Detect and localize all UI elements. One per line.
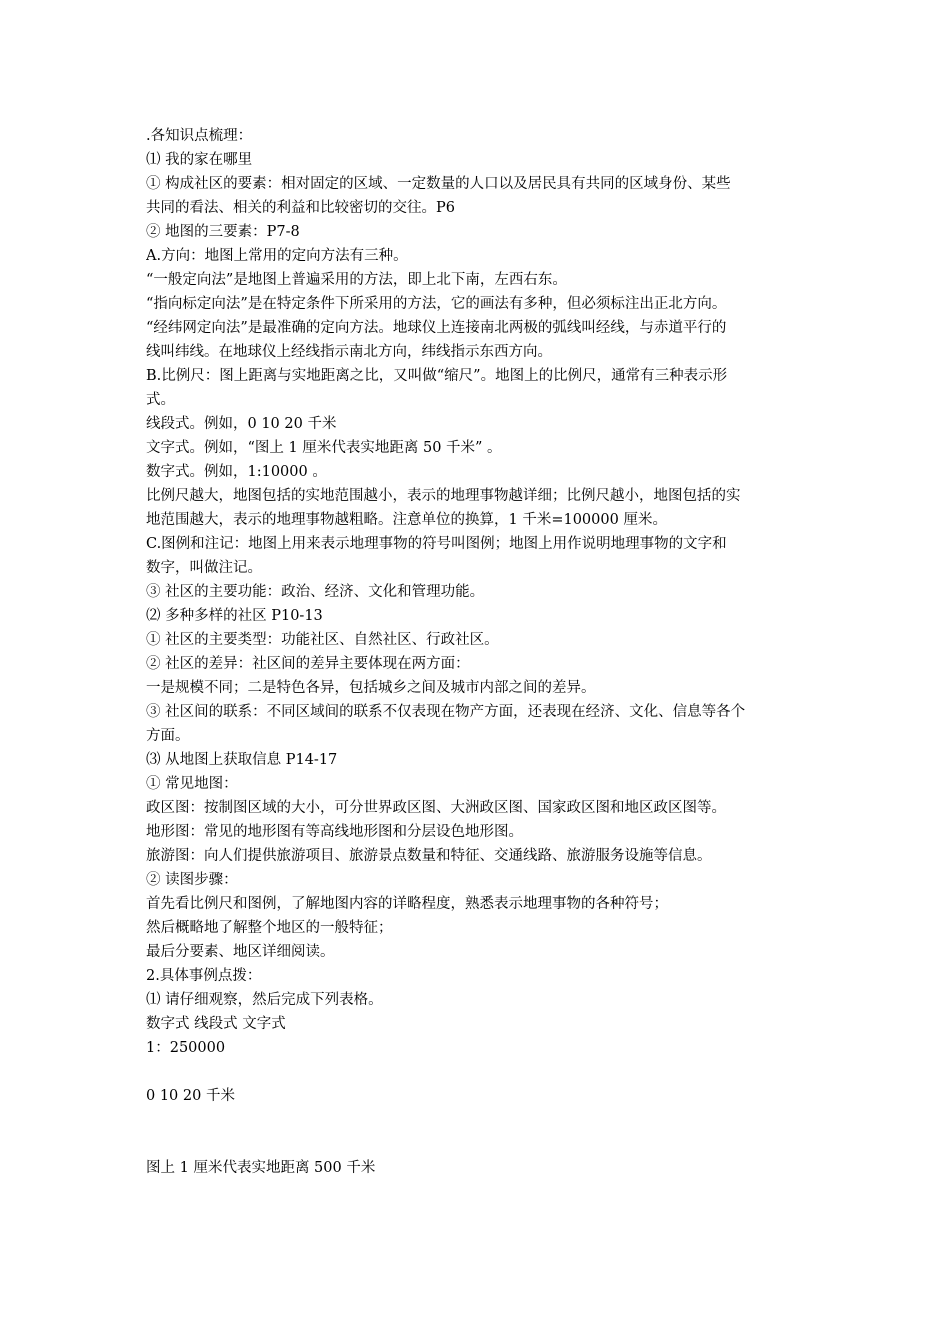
numeric-scale-value: 1：250000 xyxy=(146,1040,226,1056)
paragraph-line: 旅游图：向人们提供旅游项目、旅游景点数量和特征、交通线路、旅游服务设施等信息。 xyxy=(146,848,712,864)
paragraph-line: 数字，叫做注记。 xyxy=(146,560,262,576)
subsection-heading: ⑴ 我的家在哪里 xyxy=(146,152,253,168)
paragraph-line: 首先看比例尺和图例，了解地图内容的详略程度，熟悉表示地理事物的各种符号； xyxy=(146,896,668,912)
paragraph-line: ① 社区的主要类型：功能社区、自然社区、行政社区。 xyxy=(146,632,499,648)
paragraph-line: C.图例和注记：地图上用来表示地理事物的符号叫图例；地图上用作说明地理事物的文字和 xyxy=(146,536,727,552)
paragraph-line: 然后概略地了解整个地区的一般特征； xyxy=(146,920,393,936)
table-header-line: 数字式 线段式 文字式 xyxy=(146,1016,286,1032)
paragraph-line: 政区图：按制图区域的大小，可分世界政区图、大洲政区图、国家政区图和地区政区图等。 xyxy=(146,800,726,816)
paragraph-line: “一般定向法”是地图上普遍采用的方法，即上北下南，左西右东。 xyxy=(146,272,567,288)
paragraph-line: ③ 社区间的联系：不同区域间的联系不仅表现在物产方面，还表现在经济、文化、信息等各个 xyxy=(146,704,746,720)
paragraph-line: “指向标定向法”是在特定条件下所采用的方法，它的画法有多种，但必须标注出正北方向。 xyxy=(146,296,727,312)
paragraph-line: ② 读图步骤： xyxy=(146,872,238,888)
paragraph-line: 线叫纬线。在地球仪上经线指示南北方向，纬线指示东西方向。 xyxy=(146,344,552,360)
section-heading: .各知识点梳理： xyxy=(146,128,253,144)
section-heading: 2.具体事例点拨： xyxy=(146,968,262,984)
paragraph-line: ① 常见地图： xyxy=(146,776,238,792)
paragraph-line: A.方向：地图上常用的定向方法有三种。 xyxy=(146,248,408,264)
blank-space xyxy=(146,1060,810,1084)
paragraph-line: 最后分要素、地区详细阅读。 xyxy=(146,944,335,960)
paragraph-line: 一是规模不同；二是特色各异，包括城乡之间及城市内部之间的差异。 xyxy=(146,680,596,696)
paragraph-line: 比例尺越大，地图包括的实地范围越小，表示的地理事物越详细；比例尺越小，地图包括的实 xyxy=(146,488,741,504)
line-scale-value: 0 10 20 千米 xyxy=(146,1088,235,1104)
paragraph-line: 线段式。例如，0 10 20 千米 xyxy=(146,416,337,432)
paragraph-line: ① 构成社区的要素：相对固定的区域、一定数量的人口以及居民具有共同的区域身份、某些 xyxy=(146,176,731,192)
subsection-heading: ⑵ 多种多样的社区 P10-13 xyxy=(146,608,323,624)
paragraph-line: ⑴ 请仔细观察，然后完成下列表格。 xyxy=(146,992,383,1008)
text-scale-value: 图上 1 厘米代表实地距离 500 千米 xyxy=(146,1160,376,1176)
paragraph-line: 数字式。例如，1:10000 。 xyxy=(146,464,327,480)
subsection-heading: ⑶ 从地图上获取信息 P14-17 xyxy=(146,752,338,768)
blank-space xyxy=(146,1108,810,1132)
paragraph-line: “经纬网定向法”是最准确的定向方法。地球仪上连接南北两极的弧线叫经线，与赤道平行的 xyxy=(146,320,727,336)
paragraph-line: ② 地图的三要素：P7-8 xyxy=(146,224,300,240)
paragraph-line: 文字式。例如，“图上 1 厘米代表实地距离 50 千米” 。 xyxy=(146,440,502,456)
paragraph-line: 式。 xyxy=(146,392,175,408)
paragraph-line: ③ 社区的主要功能：政治、经济、文化和管理功能。 xyxy=(146,584,485,600)
paragraph-line: 地范围越大，表示的地理事物越粗略。注意单位的换算，1 千米=100000 厘米。 xyxy=(146,512,667,528)
paragraph-line: 地形图：常见的地形图有等高线地形图和分层设色地形图。 xyxy=(146,824,523,840)
blank-space xyxy=(146,1132,810,1156)
paragraph-line: 方面。 xyxy=(146,728,190,744)
paragraph-line: 共同的看法、相关的利益和比较密切的交往。P6 xyxy=(146,200,455,216)
document-body xyxy=(146,124,810,1180)
paragraph-line: B.比例尺：图上距离与实地距离之比，又叫做“缩尺”。地图上的比例尺，通常有三种表示形 xyxy=(146,368,728,384)
paragraph-line: ② 社区的差异：社区间的差异主要体现在两方面： xyxy=(146,656,470,672)
